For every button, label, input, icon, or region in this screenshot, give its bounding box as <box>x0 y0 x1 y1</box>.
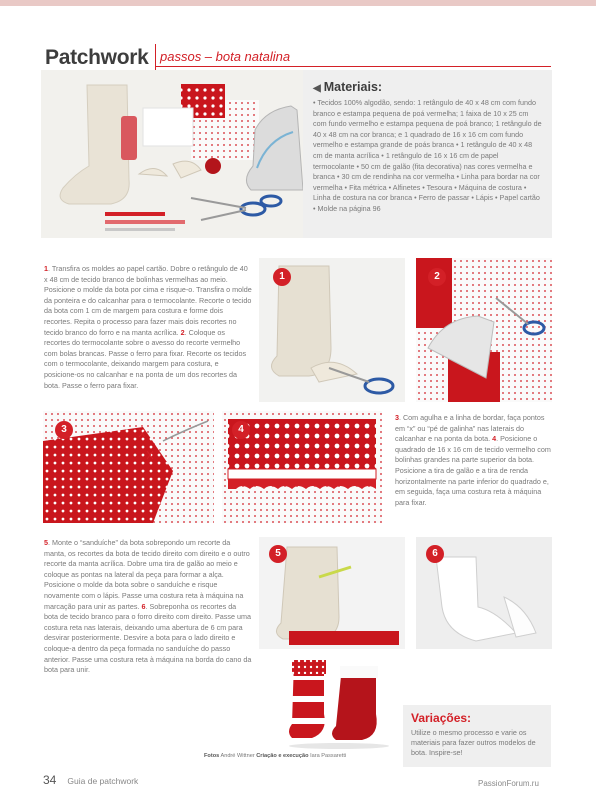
credits-photo-name: André Wittner <box>220 753 255 759</box>
finished-stockings-illustration <box>284 652 394 750</box>
materials-panel <box>303 70 552 238</box>
page-subtitle: passos – bota natalina <box>160 49 291 64</box>
steps-3-4-text <box>395 413 551 508</box>
step-badge-4: 4 <box>232 421 250 439</box>
top-decor-bar <box>0 0 596 6</box>
steps-1-2-text <box>44 264 252 391</box>
finished-stockings-photo <box>284 652 394 750</box>
step-4-number: 4 <box>492 434 497 444</box>
variations-box <box>403 705 551 767</box>
materials-heading <box>313 80 542 94</box>
step-2-text: . Coloque os recortes do termocolante sobre o avesso do recorte vermelho com bolas brancas. Passe o ferro para fixar. Recorte os tecidos com o termocolante, deixando margem para costura, e posicione-os no calcanhar e na ponta de um dos recortes da bota. Passe o ferro para fixar. <box>44 327 247 390</box>
step-6-text: . Sobreponha os recortes da bota de tecido branco para o forro direito com direito. Passe uma costura reta nas laterais, deixando uma abertura de 6 cm para desvirar posteriormente. Desvire a bota para o lado direito e coloque-a dentro da peça formada no sanduíche do passo anterior. Passe uma costura reta à máquina na borda do cano da bota para unir. <box>44 601 252 675</box>
variations-text: Utilize o mesmo processo e varie os materiais para fazer outros modelos de bota. Inspire-se! <box>411 728 536 758</box>
materials-title: Materiais: <box>323 80 383 94</box>
page-number: 34 <box>43 773 57 787</box>
materials-illustration <box>41 70 303 238</box>
step-4-text: . Posicione o quadrado de 16 x 16 cm de tecido vermelho com bolinhas grandes na parte superior da bota. Posicione a tira de galão e a tira de renda horizontalmente na parte inferior do quadrado e, em seguida, faça uma costura reta à máquina para fixar. <box>395 434 551 507</box>
step-6-number: 6 <box>141 601 146 611</box>
step-3-photo <box>43 411 214 523</box>
header-rule <box>155 66 551 67</box>
steps-5-6-text <box>44 538 252 676</box>
step-badge-1: 1 <box>273 268 291 286</box>
page-footer <box>43 773 138 787</box>
materials-list: • Tecidos 100% algodão, sendo: 1 retângulo de 40 x 48 cm com fundo branco e estampa pequena de poá vermelha; 1 faixa de 10 x 25 cm com fundo vermelho e estampa pequena de poá branco; 1 retângulo de 40 x 48 cm na cor branca; e 1 quadrado de 16 x 16 cm com fundo vermelho e estampa grande de poás branca • 1 retângulo de 40 x 48 cm de manta acrílica • 1 retângulo de 16 x 16 cm de papel termocolante • 50 cm de galão (fita decorativa) nas cores vermelha e branca • 30 cm de rendinha na cor vermelha • Linha para bordar na cor vermelha • Fita métrica • Alfinetes • Tesoura • Máquina de costura • Linha de costura na cor branca • Ferro de passar • Lápis • Papel cartão • Molde na página 96 <box>313 98 542 213</box>
step-6-photo <box>416 537 552 649</box>
step-5-text: . Monte o “sanduíche” da bota sobrepondo um recorte da manta, os recortes da bota de tecido direito com direito e o outro recorte da manta acrílica. Dobre uma tira de galão ao meio e coloque as pontas na lateral da peça para formar a alça. Posicione o molde da bota sobre o sanduíche e risque novamente com o lápis. Passe uma costura reta à máquina na marcação para unir as partes. <box>44 538 250 611</box>
step-3-number: 3 <box>395 413 399 422</box>
variations-title: Variações: <box>411 711 472 725</box>
step-badge-6: 6 <box>426 545 444 563</box>
photo-credits <box>204 753 346 759</box>
step-2-number: 2 <box>180 327 185 337</box>
credits-photo-label: Fotos <box>204 753 220 759</box>
watermark: PassionForum.ru <box>478 779 539 788</box>
credits-exec-name: Iara Passaretti <box>310 753 347 759</box>
step-badge-2: 2 <box>428 268 446 286</box>
step-5-number: 5 <box>44 538 48 547</box>
page-title: Patchwork <box>45 46 149 69</box>
step-badge-3: 3 <box>55 421 73 439</box>
credits-exec-label: Criação e execução <box>256 753 309 759</box>
step-1-photo <box>259 258 405 402</box>
step-1-text: . Transfira os moldes ao papel cartão. Dobre o retângulo de 40 x 48 cm de tecido branco de bolinhas vermelhas ao meio. Posicione o molde da bota por cima e risque-o. Transfira o molde da ponteira e do calcanhar para o termocolante. Recorte o tecido da bota com 1 cm de margem para costura e forme dois recortes. Repita o processo para fazer mais dois recortes no tecido branco do forro e na manta acrílica. <box>44 264 252 337</box>
step-5-photo <box>259 537 405 649</box>
step-1-number: 1 <box>44 264 48 273</box>
step-2-photo <box>416 258 552 402</box>
step-4-photo <box>222 411 382 523</box>
magazine-name: Guia de patchwork <box>67 776 139 786</box>
materials-photo <box>41 70 303 238</box>
step-badge-5: 5 <box>269 545 287 563</box>
step-3-text: . Com agulha e a linha de bordar, faça pontos em “x” ou “pé de galinha” nas laterais do calcanhar e na ponta da bota. <box>395 413 545 444</box>
triangle-left-icon: ◀ <box>313 83 321 94</box>
